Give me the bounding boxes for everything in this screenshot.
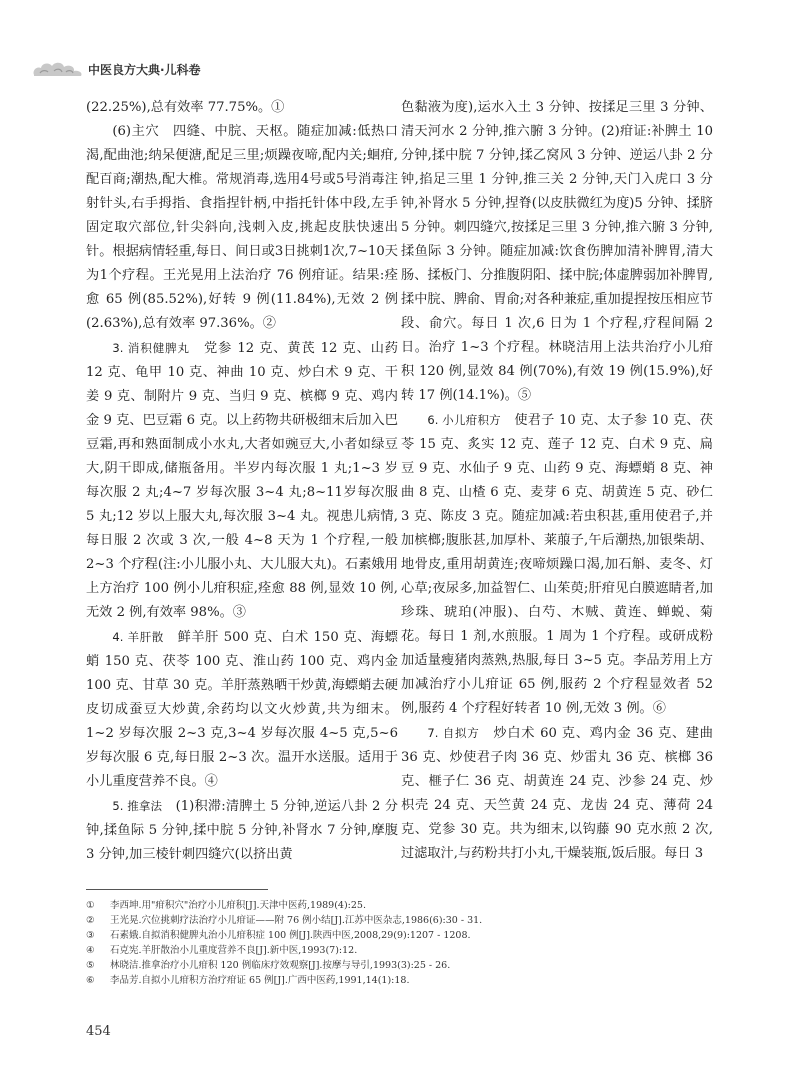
paragraph: (22.25%),总有效率 77.75%。① xyxy=(86,100,285,115)
section-heading: 3. 消积健脾丸 xyxy=(112,341,190,355)
paragraph xyxy=(86,794,398,867)
section-heading: 6. 小儿疳积方 xyxy=(427,413,501,427)
footnote-text: 李西坤.用"疳积穴"治疗小儿疳积[J].天津中医药,1989(4):25. xyxy=(110,900,366,911)
page-header xyxy=(0,0,800,80)
footnote-mark: ⑥ xyxy=(86,975,95,986)
right-column xyxy=(401,96,713,866)
paragraph xyxy=(401,721,713,866)
section-heading: 4. 羊肝散 xyxy=(112,630,164,644)
page-number: 454 xyxy=(86,1024,111,1039)
footnote-mark: ⑤ xyxy=(86,960,95,971)
left-column xyxy=(86,96,398,867)
footnote-mark: ③ xyxy=(86,930,95,941)
cloud-logo-icon xyxy=(30,58,86,84)
book-title: 中医良方大典·儿科卷 xyxy=(88,63,201,77)
paragraph xyxy=(86,120,398,336)
section-heading: 7. 自拟方 xyxy=(427,726,480,740)
paragraph xyxy=(401,408,713,721)
footnote xyxy=(86,973,726,988)
footnote-text: 石素娥.自拟消积健脾丸治小儿疳积症 100 例[J].陕西中医,2008,29(9):1207 - 1208. xyxy=(110,930,471,941)
footnote xyxy=(86,943,726,958)
footnote-text: 林晓洁.推拿治疗小儿疳积 120 例临床疗效观察[J].按摩与导引,1993(3):25 - 26. xyxy=(110,960,451,971)
footnote-divider xyxy=(86,889,268,890)
footnote xyxy=(86,913,726,928)
section-heading: (6)主穴 xyxy=(112,124,160,139)
footnote-mark: ① xyxy=(86,900,95,911)
paragraph xyxy=(86,625,398,794)
paragraph-text: 炒白术 60 克、鸡内金 36 克、建曲 36 克、炒使君子肉 36 克、炒雷丸 36 克、槟榔 36 克、榧子仁 36 克、胡黄连 24 克、沙参 24 克、炒枳壳 24 克、天竺黄 24 克、龙齿 24 克、薄荷 24 克、党参 30 克。共为细末,以钩藤 90 克水煎 2 次,过滤取汁,与药粉共打小丸,干燥装瓶,饭后服。每日 3 xyxy=(401,726,713,861)
paragraph-text: 党参 12 克、黄芪 12 克、山药 12 克、龟甲 10 克、神曲 10 克、炒白术 9 克、干姜 9 克、制附片 9 克、当归 9 克、槟榔 9 克、鸡内金 9 克、巴豆霜 6 克。以上药物共研极细末后加入巴豆霜,再和熟面制成小水丸,大者如豌豆大,小者如绿豆大,阴干即成,储瓶备用。半岁内每次服 1 丸;1~3 岁每次服 2 丸;4~7 岁每次服 3~4 丸;8~11岁每次服 5 丸;12 岁以上服大丸,每次服 3~4 丸。视患儿病情,每日服 2 次或 3 次,一般 4~8 天为 1 个疗程,一般 2~3 个疗程(注:小儿服小丸、大儿服大丸)。石素娥用上方治疗 100 例小儿疳积症,痊愈 88 例,显效 10 例,无效 2 例,有效率 98%。③ xyxy=(86,341,398,620)
footnotes xyxy=(86,898,726,988)
footnote-text: 王光晃.穴位挑刺疗法治疗小儿疳证——附 76 例小结[J].江苏中医杂志,1986(6):30 - 31. xyxy=(110,915,483,926)
paragraph xyxy=(86,336,398,625)
paragraph-text: 使君子 10 克、太子参 10 克、茯苓 15 克、炙实 12 克、莲子 12 克、白术 9 克、扁豆 9 克、水仙子 9 克、山药 9 克、海螵蛸 8 克、神曲 8 克、山楂 6 克、麦芽 6 克、胡黄连 5 克、砂仁 3 克、陈皮 3 克。随症加减:若虫积甚,重用使君子,并加槟榔;腹胀甚,加厚朴、莱菔子,午后潮热,加银柴胡、地骨皮,重用胡黄连;夜啼烦躁口渴,加石斛、麦冬、灯心草;夜尿多,加益智仁、山茱萸;肝疳见白膜遮睛者,加珍珠、琥珀(冲服)、白芍、木贼、黄连、蝉蜕、菊花。每日 1 剂,水煎服。1 周为 1 个疗程。或研成粉加适量瘦猪肉蒸熟,热服,每日 3~5 克。李品芳用上方加减治疗小儿疳证 65 例,服药 2 个疗程显效者 52 例,服药 4 个疗程好转者 10 例,无效 3 例。⑥ xyxy=(401,413,713,716)
footnote xyxy=(86,958,726,973)
paragraph-text: (1)积滞:清脾土 5 分钟,逆运八卦 2 分钟,揉鱼际 5 分钟,揉中脘 5 分钟,补肾水 7 分钟,摩腹 3 分钟,加三棱针刺四缝穴(以挤出黄 xyxy=(86,799,398,862)
footnote-text: 李品芳.自拟小儿疳积方治疗疳证 65 例[J].广西中医药,1991,14(1):18. xyxy=(110,975,410,986)
paragraph-text: 四缝、中脘、天枢。随症加减:低热口渴,配曲池;纳呆便溏,配足三里;烦躁夜啼,配内关;蛔疳,配百商;潮热,配大椎。常规消毒,选用4号或5号消毒注射针头,右手拇指、食指捏针柄,中指托针体中段,左手固定取穴部位,针尖斜向,浅刺入皮,挑起皮肤快速出针。根据病情轻重,每日、间日或3日挑刺1次,7~10天为1个疗程。王光晃用上法治疗 76 例疳证。结果:痊愈 65 例(85.52%),好转 9 例(11.84%),无效 2 例(2.63%),总有效率 97.36%。② xyxy=(86,124,398,331)
footnote-mark: ④ xyxy=(86,945,95,956)
footnote-mark: ② xyxy=(86,915,95,926)
footnote xyxy=(86,928,726,943)
footnote-text: 石克宪.羊肝散治小儿重度营养不良[J].新中医,1993(7):12. xyxy=(110,945,358,956)
footnote xyxy=(86,898,726,913)
paragraph-text: 鲜羊肝 500 克、白术 150 克、海螵蛸 150 克、茯苓 100 克、淮山药 100 克、鸡内金 100 克、甘草 30 克。羊肝蒸熟晒干炒黄,海螵蛸去硬皮切成蚕豆大炒黄,余药均以文火炒黄,共为细末。1~2 岁每次服 2~3 克,3~4 岁每次服 4~5 克,5~6 岁每次服 6 克,每日服 2~3 次。温开水送服。适用于小儿重度营养不良。④ xyxy=(86,630,398,789)
paragraph: 色黏液为度),运水入土 3 分钟、按揉足三里 3 分钟、清天河水 2 分钟,推六腑 3 分钟。(2)疳证:补脾土 10 分钟,揉中脘 7 分钟,揉乙窝风 3 分钟、逆运八卦 2 分钟,掐足三里 1 分钟,推三关 2 分钟,天门入虎口 3 分钟,补肾水 5 分钟,捏脊(以皮肤微红为度)5 分钟、揉脐 5 分钟。刺四缝穴,按揉足三里 3 分钟,推六腑 3 分钟,揉鱼际 3 分钟。随症加减:饮食伤脾加清补脾胃,清大肠、揉板门、分推腹阴阳、揉中脘;体虚脾弱加补脾胃,揉中脘、脾俞、胃俞;对各种兼症,重加提捏按压相应节段、俞穴。每日 1 次,6 日为 1 个疗程,疗程间隔 2 日。治疗 1~3 个疗程。林晓洁用上法共治疗小儿疳积 120 例,显效 84 例(70%),有效 19 例(15.9%),好转 17 例(14.1%)。⑤ xyxy=(401,100,713,403)
section-heading: 5. 推拿法 xyxy=(112,799,163,813)
